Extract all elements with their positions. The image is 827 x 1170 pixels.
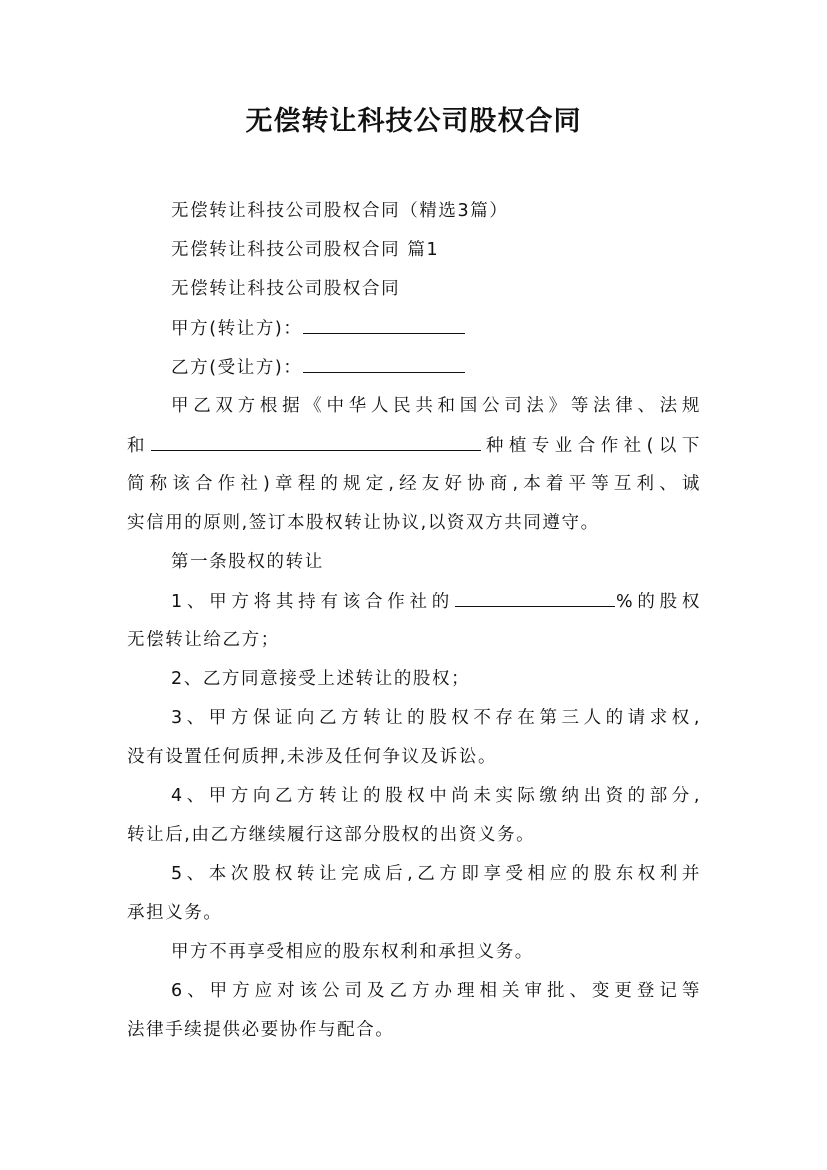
item-6-line-2: 法律手续提供必要协作与配合。 [127, 1020, 395, 1040]
party-b-blank [303, 354, 465, 373]
article-1-title: 第一条股权的转让 [171, 552, 324, 572]
item-5-line-2: 承担义务。 [127, 903, 223, 923]
item-4-line-2: 转让后,由乙方继续履行这部分股权的出资义务。 [127, 825, 536, 845]
item-5-line-3: 甲方不再享受相应的股东权利和承担义务。 [171, 942, 534, 962]
intro-paragraph-line-3: 简称该合作社)章程的规定,经友好协商,本着平等互利、诚 [127, 474, 701, 494]
item-1-suffix: %的股权 [616, 592, 702, 612]
cooperative-name-blank [151, 432, 481, 451]
section-title: 无偿转让科技公司股权合同 篇1 [171, 240, 440, 260]
party-b-line [127, 354, 701, 381]
contract-name: 无偿转让科技公司股权合同 [171, 279, 401, 299]
document-title: 无偿转让科技公司股权合同 [245, 106, 582, 137]
item-6-line-1: 6、甲方应对该公司及乙方办理相关审批、变更登记等 [171, 981, 701, 1001]
item-3-line-1: 3、甲方保证向乙方转让的股权不存在第三人的请求权, [171, 708, 701, 728]
item-5-line-1: 5、本次股权转让完成后,乙方即享受相应的股东权利并 [171, 864, 701, 884]
item-2: 2、乙方同意接受上述转让的股权； [171, 669, 471, 689]
intro-paragraph-line-2 [127, 432, 701, 459]
percentage-blank [455, 588, 615, 607]
intro-paragraph-line-1: 甲乙双方根据《中华人民共和国公司法》等法律、法规 [171, 396, 701, 416]
intro-line-2-prefix: 和 [127, 436, 150, 456]
item-1-line-1 [127, 588, 701, 615]
intro-line-2-suffix: 种植专业合作社(以下 [481, 436, 702, 456]
party-a-line [127, 315, 701, 342]
intro-paragraph-line-4: 实信用的原则,签订本股权转让协议,以资双方共同遵守。 [127, 513, 600, 533]
party-a-blank [303, 315, 465, 334]
item-1-line-2: 无偿转让给乙方； [127, 630, 280, 650]
item-4-line-1: 4、甲方向乙方转让的股权中尚未实际缴纳出资的部分, [171, 786, 701, 806]
party-b-label: 乙方(受让方)： [171, 358, 303, 378]
item-1-prefix: 1、甲方将其持有该合作社的 [171, 592, 454, 612]
party-a-label: 甲方(转让方)： [171, 319, 303, 339]
item-3-line-2: 没有设置任何质押,未涉及任何争议及诉讼。 [127, 747, 498, 767]
document-subtitle: 无偿转让科技公司股权合同（精选3篇） [171, 201, 509, 221]
